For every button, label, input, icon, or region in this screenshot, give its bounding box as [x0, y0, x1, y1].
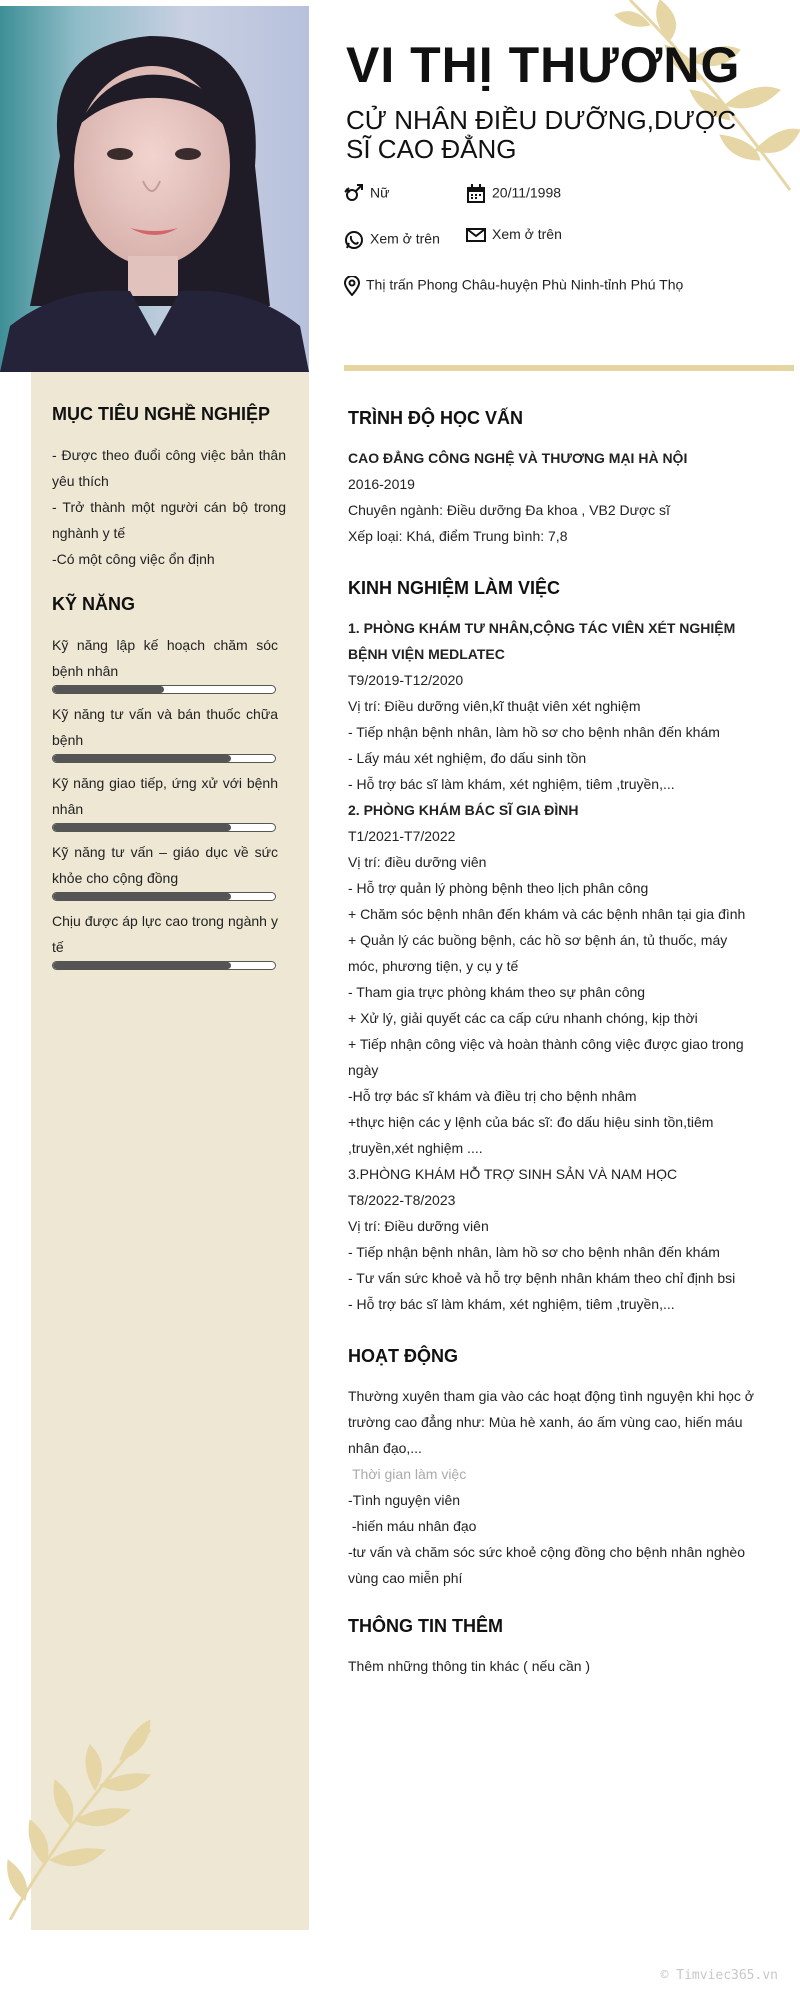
skill-bar-fill [53, 755, 231, 762]
job1-line: - Lấy máu xét nghiệm, đo dấu sinh tồn [348, 750, 587, 766]
leaf-decoration-icon [0, 1720, 180, 1920]
job2-line: + Tiếp nhận công việc và hoàn thành công việc được giao trong ngày [348, 1036, 744, 1078]
profile-photo [0, 6, 309, 372]
activity-line: -Tình nguyện viên [348, 1492, 461, 1508]
skill-label: Kỹ năng tư vấn – giáo dục về sức khỏe cho cộng đồng [52, 844, 278, 886]
objective-title: MỤC TIÊU NGHỀ NGHIỆP [52, 404, 271, 424]
objective-text [52, 442, 286, 572]
school-name: CAO ĐẲNG CÔNG NGHỆ VÀ THƯƠNG MẠI HÀ NỘI [348, 450, 688, 466]
birthday-info [466, 184, 561, 204]
objective-line: -Có một công việc ổn định [52, 551, 215, 567]
skill-bar [52, 961, 276, 970]
education-major: Chuyên ngành: Điều dưỡng Đa khoa , VB2 Dược sĩ [348, 502, 670, 518]
gender-info [344, 184, 389, 204]
skill-bar [52, 685, 276, 694]
mail-icon [466, 226, 486, 244]
header-divider [344, 365, 794, 371]
skill-bar [52, 892, 276, 901]
job1-line: - Hỗ trợ bác sĩ làm khám, xét nghiệm, tiêm ,truyền,... [348, 776, 675, 792]
job2-line: Vị trí: điều dưỡng viên [348, 854, 487, 870]
job2-line: + Chăm sóc bệnh nhân đến khám và các bệnh nhân tại gia đình [348, 906, 746, 922]
leaf-decoration-icon [590, 0, 800, 200]
experience-title: KINH NGHIỆM LÀM VIỆC [348, 578, 561, 598]
candidate-name: VI THỊ THƯƠNG [346, 37, 741, 93]
skill-item [52, 908, 278, 977]
gender-value: Nữ [370, 184, 390, 201]
whatsapp-icon [344, 230, 364, 250]
activity-line: -tư vấn và chăm sóc sức khoẻ cộng đồng cho bệnh nhân nghèo vùng cao miễn phí [348, 1544, 746, 1586]
education-block [348, 445, 788, 549]
job2-title: 2. PHÒNG KHÁM BÁC SĨ GIA ĐÌNH [348, 802, 579, 818]
skill-bar [52, 754, 276, 763]
activities-placeholder: Thời gian làm việc [352, 1466, 467, 1482]
job1-line: T9/2019-T12/2020 [348, 672, 464, 688]
activities-block [348, 1383, 774, 1591]
skill-bar-fill [53, 824, 231, 831]
job2-line: T1/2021-T7/2022 [348, 828, 456, 844]
skill-bar-fill [53, 962, 231, 969]
skills-title: KỸ NĂNG [52, 594, 136, 614]
skill-item [52, 839, 278, 908]
skill-label: Kỹ năng lập kế hoạch chăm sóc bệnh nhân [52, 637, 278, 679]
extra-title: THÔNG TIN THÊM [348, 1616, 503, 1636]
email-info [466, 226, 562, 244]
job2-line: + Xử lý, giải quyết các ca cấp cứu nhanh chóng, kịp thời [348, 1010, 698, 1026]
email-value: Xem ở trên [492, 226, 562, 242]
job3-line: T8/2022-T8/2023 [348, 1192, 456, 1208]
job2-line: - Tham gia trực phòng khám theo sự phân công [348, 984, 646, 1000]
job2-line: -Hỗ trợ bác sĩ khám và điều trị cho bệnh nhâm [348, 1088, 637, 1104]
skill-item [52, 770, 278, 839]
job3-line: Vị trí: Điều dưỡng viên [348, 1218, 489, 1234]
job3-line: - Tiếp nhận bệnh nhân, làm hồ sơ cho bệnh nhân đến khám [348, 1244, 720, 1260]
location-pin-icon [344, 276, 360, 296]
skills-list [52, 632, 278, 977]
skill-label: Chịu được áp lực cao trong ngành y tế [52, 913, 278, 955]
gender-icon [344, 184, 364, 204]
job2-line: + Quản lý các buồng bệnh, các hồ sơ bệnh án, tủ thuốc, máy móc, phương tiện, y cụ y tế [348, 932, 728, 974]
job2-line: - Hỗ trợ quản lý phòng bệnh theo lịch phân công [348, 880, 649, 896]
birthday-value: 20/11/1998 [492, 184, 562, 201]
job3-title: 3.PHÒNG KHÁM HỖ TRỢ SINH SẢN VÀ NAM HỌC [348, 1166, 678, 1182]
job-title: CỬ NHÂN ĐIỀU DƯỠNG,DƯỢC SĨ CAO ĐẲNG [346, 105, 736, 164]
address-info [344, 276, 683, 296]
skill-item [52, 701, 278, 770]
objective-line: - Được theo đuổi công việc bản thân yêu thích [52, 447, 286, 489]
phone-info [344, 230, 440, 250]
skill-label: Kỹ năng giao tiếp, ứng xử với bệnh nhân [52, 775, 278, 817]
skill-bar-fill [53, 893, 231, 900]
job1-line: - Tiếp nhận bệnh nhân, làm hồ sơ cho bệnh nhân đến khám [348, 724, 720, 740]
experience-block [348, 615, 760, 1317]
skill-item [52, 632, 278, 701]
education-grade: Xếp loại: Khá, điểm Trung bình: 7,8 [348, 528, 568, 544]
skill-bar [52, 823, 276, 832]
phone-value: Xem ở trên [370, 230, 440, 247]
calendar-icon [466, 184, 486, 204]
objective-line: - Trở thành một người cán bộ trong nghành y tế [52, 499, 286, 541]
job1-line: Vị trí: Điều dưỡng viên,kĩ thuật viên xét nghiệm [348, 698, 641, 714]
footer-watermark: © Timviec365.vn [660, 1968, 778, 1983]
education-period: 2016-2019 [348, 476, 415, 492]
skill-label: Kỹ năng tư vấn và bán thuốc chữa bệnh [52, 706, 278, 748]
extra-text: Thêm những thông tin khác ( nếu cần ) [348, 1658, 591, 1674]
address-value: Thị trấn Phong Châu-huyện Phù Ninh-tỉnh Phú Thọ [366, 276, 684, 293]
activity-line: -hiến máu nhân đạo [348, 1518, 477, 1534]
education-title: TRÌNH ĐỘ HỌC VẤN [348, 408, 523, 428]
activities-intro: Thường xuyên tham gia vào các hoạt động tình nguyện khi học ở trường cao đẳng như: Mùa hè xanh, áo ấm vùng cao, hiến máu nhân đạo,... [348, 1388, 754, 1456]
job3-line: - Tư vấn sức khoẻ và hỗ trợ bệnh nhân khám theo chỉ định bsi [348, 1270, 736, 1286]
skill-bar-fill [53, 686, 164, 693]
activities-title: HOẠT ĐỘNG [348, 1346, 458, 1366]
job1-title: 1. PHÒNG KHÁM TƯ NHÂN,CỘNG TÁC VIÊN XÉT NGHIỆM BỆNH VIỆN MEDLATEC [348, 620, 736, 662]
job3-line: - Hỗ trợ bác sĩ làm khám, xét nghiệm, tiêm ,truyền,... [348, 1296, 675, 1312]
job2-line: +thực hiện các y lệnh của bác sĩ: đo dấu hiệu sinh tồn,tiêm ,truyền,xét nghiệm .... [348, 1114, 714, 1156]
